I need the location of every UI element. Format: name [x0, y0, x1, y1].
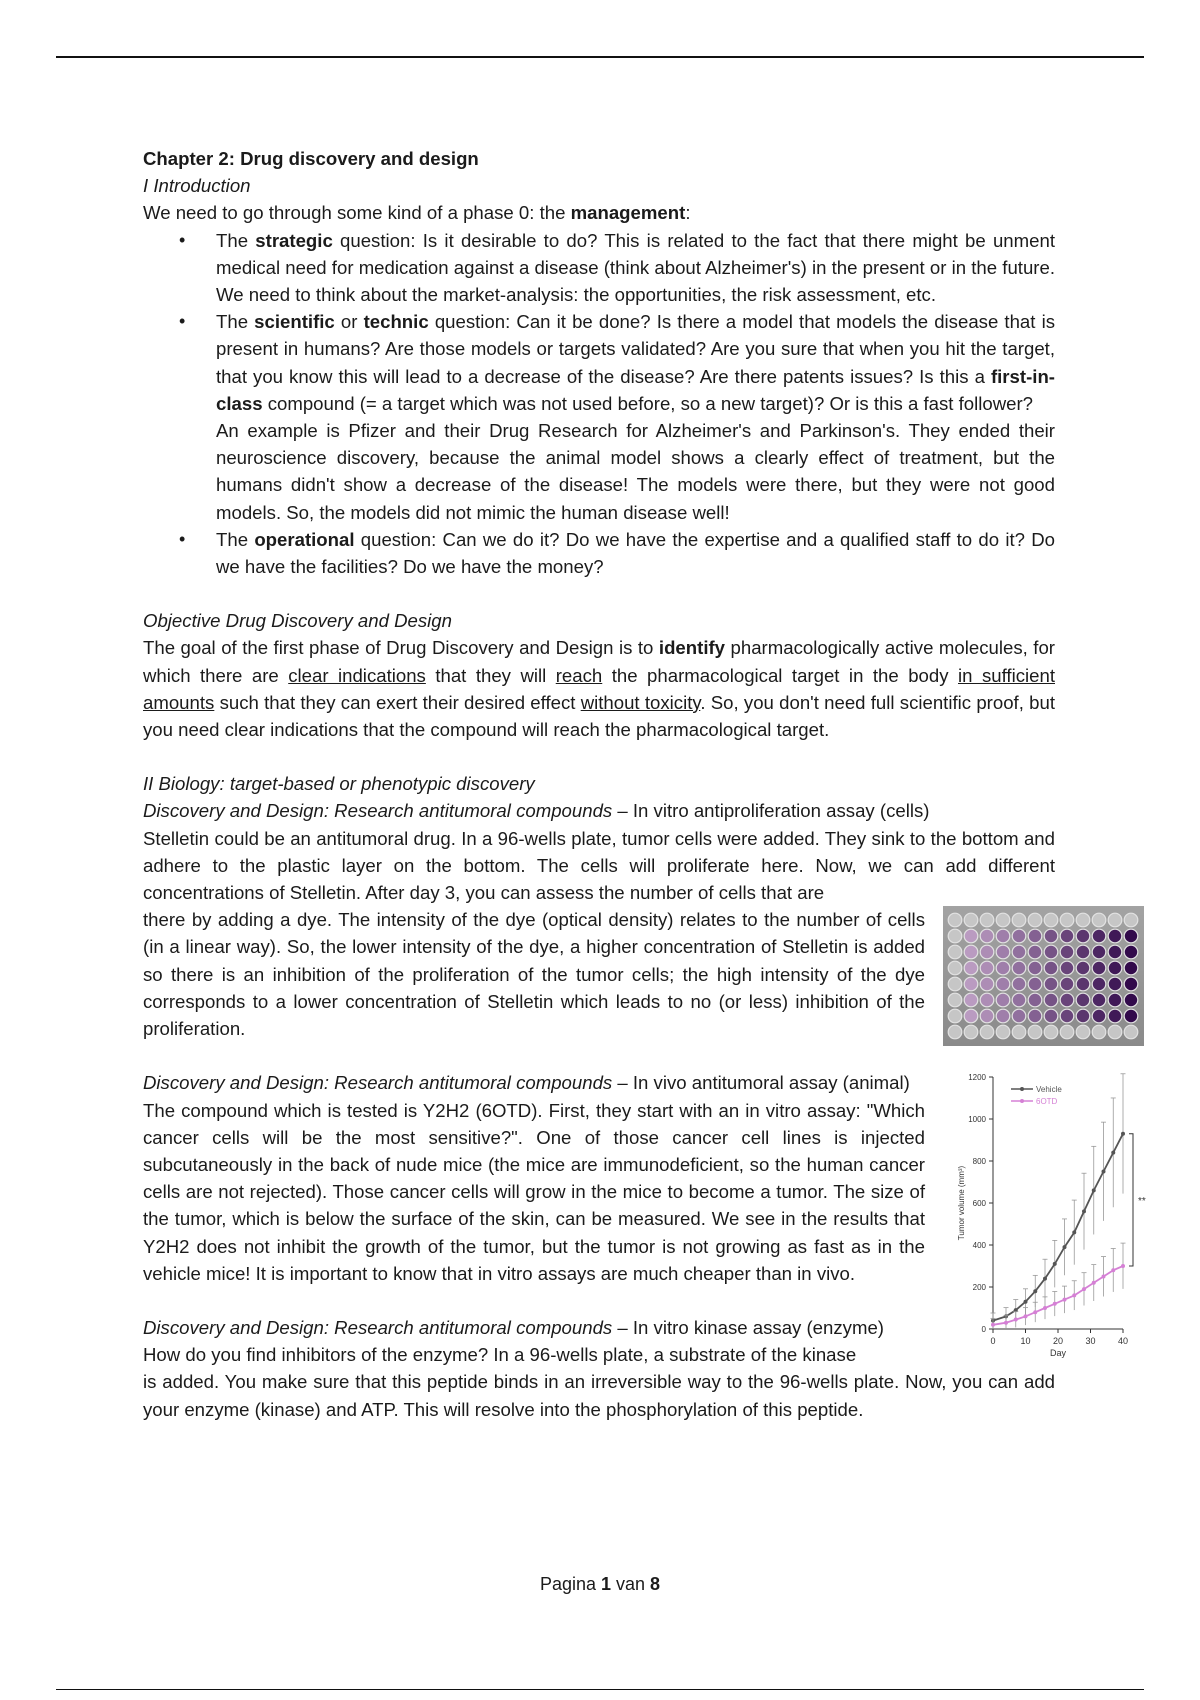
plate-well — [948, 993, 962, 1007]
plate-well — [980, 1025, 994, 1039]
data-point — [1053, 1262, 1057, 1266]
y-tick-label: 1200 — [968, 1073, 986, 1083]
data-point — [1014, 1318, 1018, 1322]
stelletin-paragraph-cont: there by adding a dye. The intensity of the dye (optical density) relates to the number of cells (in a linear way). So, the lower intensity of the dye, a higher concentration of Stelletin is added so there is an inhibition of the proliferation of the tumor cells; the high intensity of the dye corresponds to a lower concentration of Stelletin which leads to no (or less) inhibition of the proliferation. — [143, 909, 925, 1040]
y-tick-label: 1000 — [968, 1115, 986, 1125]
plate-well — [1076, 977, 1090, 991]
plate-well — [1044, 945, 1058, 959]
plate-well — [1012, 945, 1026, 959]
plate-well — [1044, 993, 1058, 1007]
plate-well — [1028, 1009, 1042, 1023]
plate-well — [1060, 977, 1074, 991]
question-list — [143, 227, 1055, 581]
list-item-strategic: • The strategic question: Is it desirable to do? This is related to the fact that there might be unment medical need for medication against a disease (think about Alzheimer's) in the present or in the future. We need to think about the market-analysis: the opportunities, the risk assessment, etc. — [143, 227, 1055, 309]
plate-well — [1028, 929, 1042, 943]
plate-well — [1108, 1025, 1122, 1039]
plate-well — [1076, 961, 1090, 975]
data-point — [1102, 1275, 1106, 1279]
plate-well — [1044, 1009, 1058, 1023]
plate-well — [964, 945, 978, 959]
intro-line: We need to go through some kind of a phase 0: the management: — [143, 202, 691, 224]
plate-well — [1060, 913, 1074, 927]
plate-well — [1124, 913, 1138, 927]
kinase-paragraph-cont: is added. You make sure that this peptide binds in an irreversible way to the 96-wells plate. Now, you can add your enzyme (kinase) and ATP. This will resolve into the phosphorylation of this peptide. — [143, 1371, 1055, 1420]
plate-well — [1108, 993, 1122, 1007]
plate-well — [1092, 977, 1106, 991]
plate-well — [1092, 945, 1106, 959]
plate-well — [1060, 961, 1074, 975]
plate-well — [1012, 977, 1026, 991]
header-rule — [56, 56, 1144, 58]
data-point — [1063, 1298, 1067, 1302]
list-item-operational: • The operational question: Can we do it? Do we have the expertise and a qualified staff to do it? Do we have the facilities? Do we have the money? — [143, 526, 1055, 580]
plate-well — [1044, 929, 1058, 943]
plate-well — [964, 1009, 978, 1023]
plate-well — [1076, 913, 1090, 927]
plate-well — [1092, 1025, 1106, 1039]
plate-well — [1012, 913, 1026, 927]
plate-well — [1060, 1009, 1074, 1023]
plate-well — [1092, 961, 1106, 975]
data-point — [1121, 1264, 1125, 1268]
plate-well — [996, 913, 1010, 927]
data-point — [1072, 1294, 1076, 1298]
plate-well — [1108, 929, 1122, 943]
plate-section — [143, 906, 1055, 1042]
pfizer-example: An example is Pfizer and their Drug Research for Alzheimer's and Parkinson's. They ended their neuroscience discovery, because the animal model shows a clearly effect of treatment, but the humans didn't show a decrease of the disease! The models were there, but they were not good models. So, the models did not mimic the human disease well! — [216, 420, 1055, 523]
legend-label: 6OTD — [1036, 1097, 1058, 1107]
plate-well — [1044, 913, 1058, 927]
in-vivo-paragraph: The compound which is tested is Y2H2 (6OTD). First, they start with an in vitro assay: "Which cancer cells will be the most sensitive?". One of those cancer cell lines is injected subcutaneously in the back of nude mice (the mice are immunodeficient, so the human cancer cells are not rejected). Those cancer cells will grow in the mice to become a tumor. The size of the tumor, which is below the surface of the skin, can be measured. We see in the results that Y2H2 does not inhibit the growth of the tumor, but the tumor is not growing as fast as in the vehicle mice! It is important to know that in vitro assays are much cheaper than in vivo. — [143, 1099, 925, 1284]
plate-well — [980, 993, 994, 1007]
plate-well — [980, 913, 994, 927]
plate-well — [948, 961, 962, 975]
plate-well — [1028, 961, 1042, 975]
data-point — [1004, 1321, 1008, 1325]
plate-well — [964, 1025, 978, 1039]
plate-well — [996, 961, 1010, 975]
subheading-kinase: Discovery and Design: Research antitumoral compounds – In vitro kinase assay (enzyme) — [143, 1316, 884, 1338]
significance-bracket — [1129, 1134, 1133, 1266]
plate-well — [1060, 945, 1074, 959]
plate-well — [948, 913, 962, 927]
legend-label: Vehicle — [1036, 1085, 1062, 1095]
data-point — [1053, 1302, 1057, 1306]
data-point — [1024, 1300, 1028, 1304]
plate-well — [1028, 945, 1042, 959]
plate-well — [1012, 1025, 1026, 1039]
plate-well — [1108, 913, 1122, 927]
plate-well — [1076, 929, 1090, 943]
plate-well — [1108, 961, 1122, 975]
plate-well — [1028, 993, 1042, 1007]
plate-well — [980, 977, 994, 991]
data-point — [1063, 1245, 1067, 1249]
plate-well — [1060, 993, 1074, 1007]
plate-well — [980, 1009, 994, 1023]
plate-well — [996, 945, 1010, 959]
plate-well — [1124, 945, 1138, 959]
plate-well — [1124, 993, 1138, 1007]
subheading-antiproliferation: Discovery and Design: Research antitumoral compounds – In vitro antiproliferation assay (cells) — [143, 800, 930, 822]
plate-well — [996, 929, 1010, 943]
list-item-scientific: • The scientific or technic question: Can it be done? Is there a model that models the disease that is present in humans? Are those models or targets validated? Are you sure that when you hit the target, that you know this will lead to a decrease of the disease? Are there patents issues? Is this a first-in-class compound (= a target which was not used before, so a new target)? Or is this a fast follower? An example is Pfizer and their Drug Research for Alzheimer's and Parkinson's. They ended their neuroscience discovery, because the animal model shows a clearly effect of treatment, but the humans didn't show a decrease of the disease! The models were there, but they were not good models. So, the models did not mimic the human disease well! — [143, 308, 1055, 526]
plate-well — [1012, 1009, 1026, 1023]
data-point — [991, 1323, 995, 1327]
plate-well — [948, 945, 962, 959]
plate-well — [964, 913, 978, 927]
plate-well — [948, 1009, 962, 1023]
plate-well — [948, 1025, 962, 1039]
plate-well — [1124, 929, 1138, 943]
plate-well — [1076, 993, 1090, 1007]
plate-well — [1124, 977, 1138, 991]
plate-well — [1044, 961, 1058, 975]
kinase-paragraph-start: How do you find inhibitors of the enzyme? In a 96-wells plate, a substrate of the kinase — [143, 1344, 857, 1366]
plate-well — [1012, 993, 1026, 1007]
legend-marker — [1020, 1099, 1024, 1103]
x-tick-label: 20 — [1052, 1336, 1064, 1347]
objective-heading: Objective Drug Discovery and Design — [143, 610, 452, 632]
plate-well — [996, 977, 1010, 991]
plate-well — [1108, 1009, 1122, 1023]
plate-well — [1092, 913, 1106, 927]
plate-well — [1028, 977, 1042, 991]
well-plate-image — [943, 906, 1144, 1046]
plate-well — [1092, 1009, 1106, 1023]
plate-well — [980, 929, 994, 943]
data-point — [1121, 1132, 1125, 1136]
y-tick-label: 600 — [972, 1199, 986, 1209]
y-tick-label: 400 — [972, 1241, 986, 1251]
plate-well — [1044, 977, 1058, 991]
plate-well — [1076, 1025, 1090, 1039]
chapter-title: Chapter 2: Drug discovery and design — [143, 148, 479, 169]
data-point — [1072, 1231, 1076, 1235]
plate-well — [1012, 961, 1026, 975]
plate-well — [1108, 945, 1122, 959]
data-point — [1111, 1268, 1115, 1272]
data-point — [1024, 1315, 1028, 1319]
plate-well — [1092, 993, 1106, 1007]
plate-well — [1108, 977, 1122, 991]
plate-well — [948, 929, 962, 943]
tumor-volume-chart — [951, 1069, 1179, 1359]
plate-well — [1060, 929, 1074, 943]
plate-well — [1060, 1025, 1074, 1039]
plate-well — [1028, 913, 1042, 927]
plate-well — [1124, 1009, 1138, 1023]
plate-well — [964, 961, 978, 975]
y-axis-label: Tumor volume (mm³) — [957, 1166, 966, 1241]
plate-well — [996, 1025, 1010, 1039]
plate-well — [1012, 929, 1026, 943]
in-vivo-section — [143, 1069, 1146, 1368]
page-footer: Pagina 1 van 8 — [539, 1574, 661, 1594]
x-tick-label: 10 — [1020, 1336, 1031, 1347]
subheading-in-vivo: Discovery and Design: Research antitumoral compounds – In vivo antitumoral assay (animal) — [143, 1072, 910, 1094]
data-point — [1033, 1289, 1037, 1293]
data-point — [1092, 1189, 1096, 1193]
plate-well — [980, 961, 994, 975]
stelletin-paragraph: Stelletin could be an antitumoral drug. In a 96-wells plate, tumor cells were added. They sink to the bottom and adhere to the plastic layer on the bottom. The cells will proliferate here. Now, we can add different concentrations of Stelletin. After day 3, you can assess the number of cells that are — [143, 827, 1055, 904]
plate-well — [964, 929, 978, 943]
plate-well — [1044, 1025, 1058, 1039]
plate-well — [964, 977, 978, 991]
x-tick-label: 40 — [1117, 1336, 1129, 1347]
plate-well — [948, 977, 962, 991]
plate-well — [964, 993, 978, 1007]
data-point — [1102, 1170, 1106, 1174]
significance-marker: ** — [1138, 1196, 1146, 1208]
data-point — [1082, 1210, 1086, 1214]
legend-marker — [1020, 1087, 1024, 1091]
x-tick-label: 0 — [990, 1336, 996, 1347]
y-tick-label: 200 — [972, 1283, 986, 1293]
plate-well — [996, 993, 1010, 1007]
plate-well — [1076, 1009, 1090, 1023]
document-page — [143, 145, 1146, 1423]
data-point — [1043, 1277, 1047, 1281]
x-tick-label: 30 — [1085, 1336, 1096, 1347]
data-point — [1092, 1281, 1096, 1285]
data-point — [1111, 1151, 1115, 1155]
plate-well — [1124, 961, 1138, 975]
plate-well — [996, 1009, 1010, 1023]
y-tick-label: 0 — [981, 1325, 986, 1335]
intro-heading: I Introduction — [143, 175, 251, 197]
plate-well — [1124, 1025, 1138, 1039]
footer-rule — [56, 1689, 1144, 1690]
data-point — [1043, 1306, 1047, 1310]
data-point — [1082, 1287, 1086, 1291]
x-axis-label: Day — [1049, 1348, 1067, 1359]
plate-well — [1076, 945, 1090, 959]
biology-heading: II Biology: target-based or phenotypic discovery — [143, 773, 535, 795]
plate-well — [1028, 1025, 1042, 1039]
plate-well — [1092, 929, 1106, 943]
data-point — [1033, 1310, 1037, 1314]
plate-well — [980, 945, 994, 959]
y-tick-label: 800 — [972, 1157, 986, 1167]
objective-paragraph: The goal of the first phase of Drug Discovery and Design is to identify pharmacologically active molecules, for which there are clear indications that they will reach the pharmacological target in the body in sufficient amounts such that they can exert their desired effect without toxicity. So, you don't need full scientific proof, but you need clear indications that the compound will reach the pharmacological target. — [143, 637, 1055, 741]
